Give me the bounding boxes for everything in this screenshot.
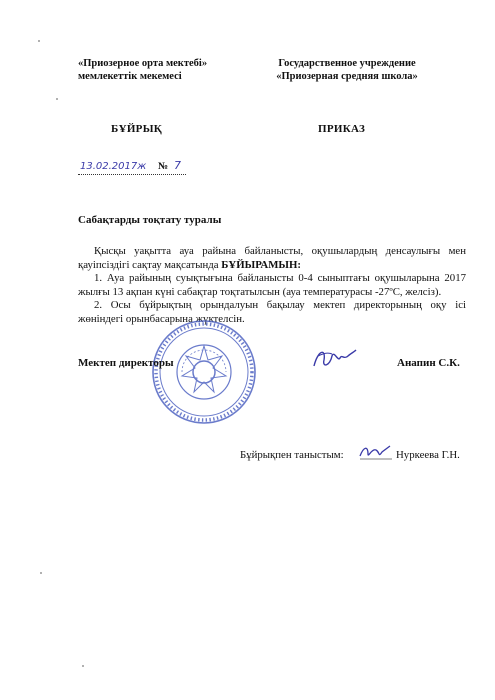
scan-speck — [82, 665, 84, 667]
director-position: Мектеп директоры — [78, 357, 174, 369]
header-ru — [262, 57, 432, 83]
order-number-label: № — [158, 161, 169, 172]
acknowledgement-name: Нуркеева Г.Н. — [396, 449, 460, 461]
acknowledgement-label: Бұйрықпен таныстым: — [240, 449, 344, 461]
header-kz-line2: мемлекеттік мекемесі — [78, 71, 182, 82]
order-date: 13.02.2017ж — [80, 161, 147, 172]
director-signature-icon — [310, 344, 358, 374]
order-body — [78, 245, 466, 326]
order-number-line — [78, 160, 186, 176]
body-order-word: БҰЙЫРАМЫН: — [221, 258, 302, 271]
director-name: Анапин С.К. — [397, 357, 460, 369]
acknowledgement-signature-icon — [358, 442, 394, 462]
scan-speck — [56, 98, 58, 100]
header-ru-line1: Государственное учреждение — [278, 58, 416, 69]
underline — [78, 174, 186, 175]
body-intro-paragraph — [78, 245, 466, 272]
official-seal-icon — [150, 318, 258, 426]
scan-speck — [38, 40, 40, 42]
body-intro: Қысқы уақытта ауа райына байланысты, оқушылардың денсаулығы мен қауіпсіздігі сақтау мақсатында — [78, 245, 466, 271]
body-item-2: 2. Осы бұйрықтың орындалуын бақылау мектеп директорының оқу ісі жөніндегі орынбасарына жүктелсін. — [78, 299, 466, 325]
title-kz: БҰЙРЫҚ — [111, 123, 163, 135]
order-number: 7 — [174, 159, 181, 172]
header-kz-line1: «Приозерное орта мектебі» — [78, 58, 208, 69]
title-ru: ПРИКАЗ — [318, 123, 366, 135]
body-item-1: 1. Ауа райының суықтығына байланысты 0-4 сыныптағы оқушыларына 2017 жылғы 13 ақпан күні сабақтар тоқтатылсын (ауа температурасы -27ºС, желсіз). — [78, 272, 466, 298]
header-kz — [78, 57, 248, 83]
scan-speck — [40, 572, 42, 574]
order-subject: Сабақтарды тоқтату туралы — [78, 214, 222, 226]
header-ru-line2: «Приозерная средняя школа» — [276, 71, 418, 82]
